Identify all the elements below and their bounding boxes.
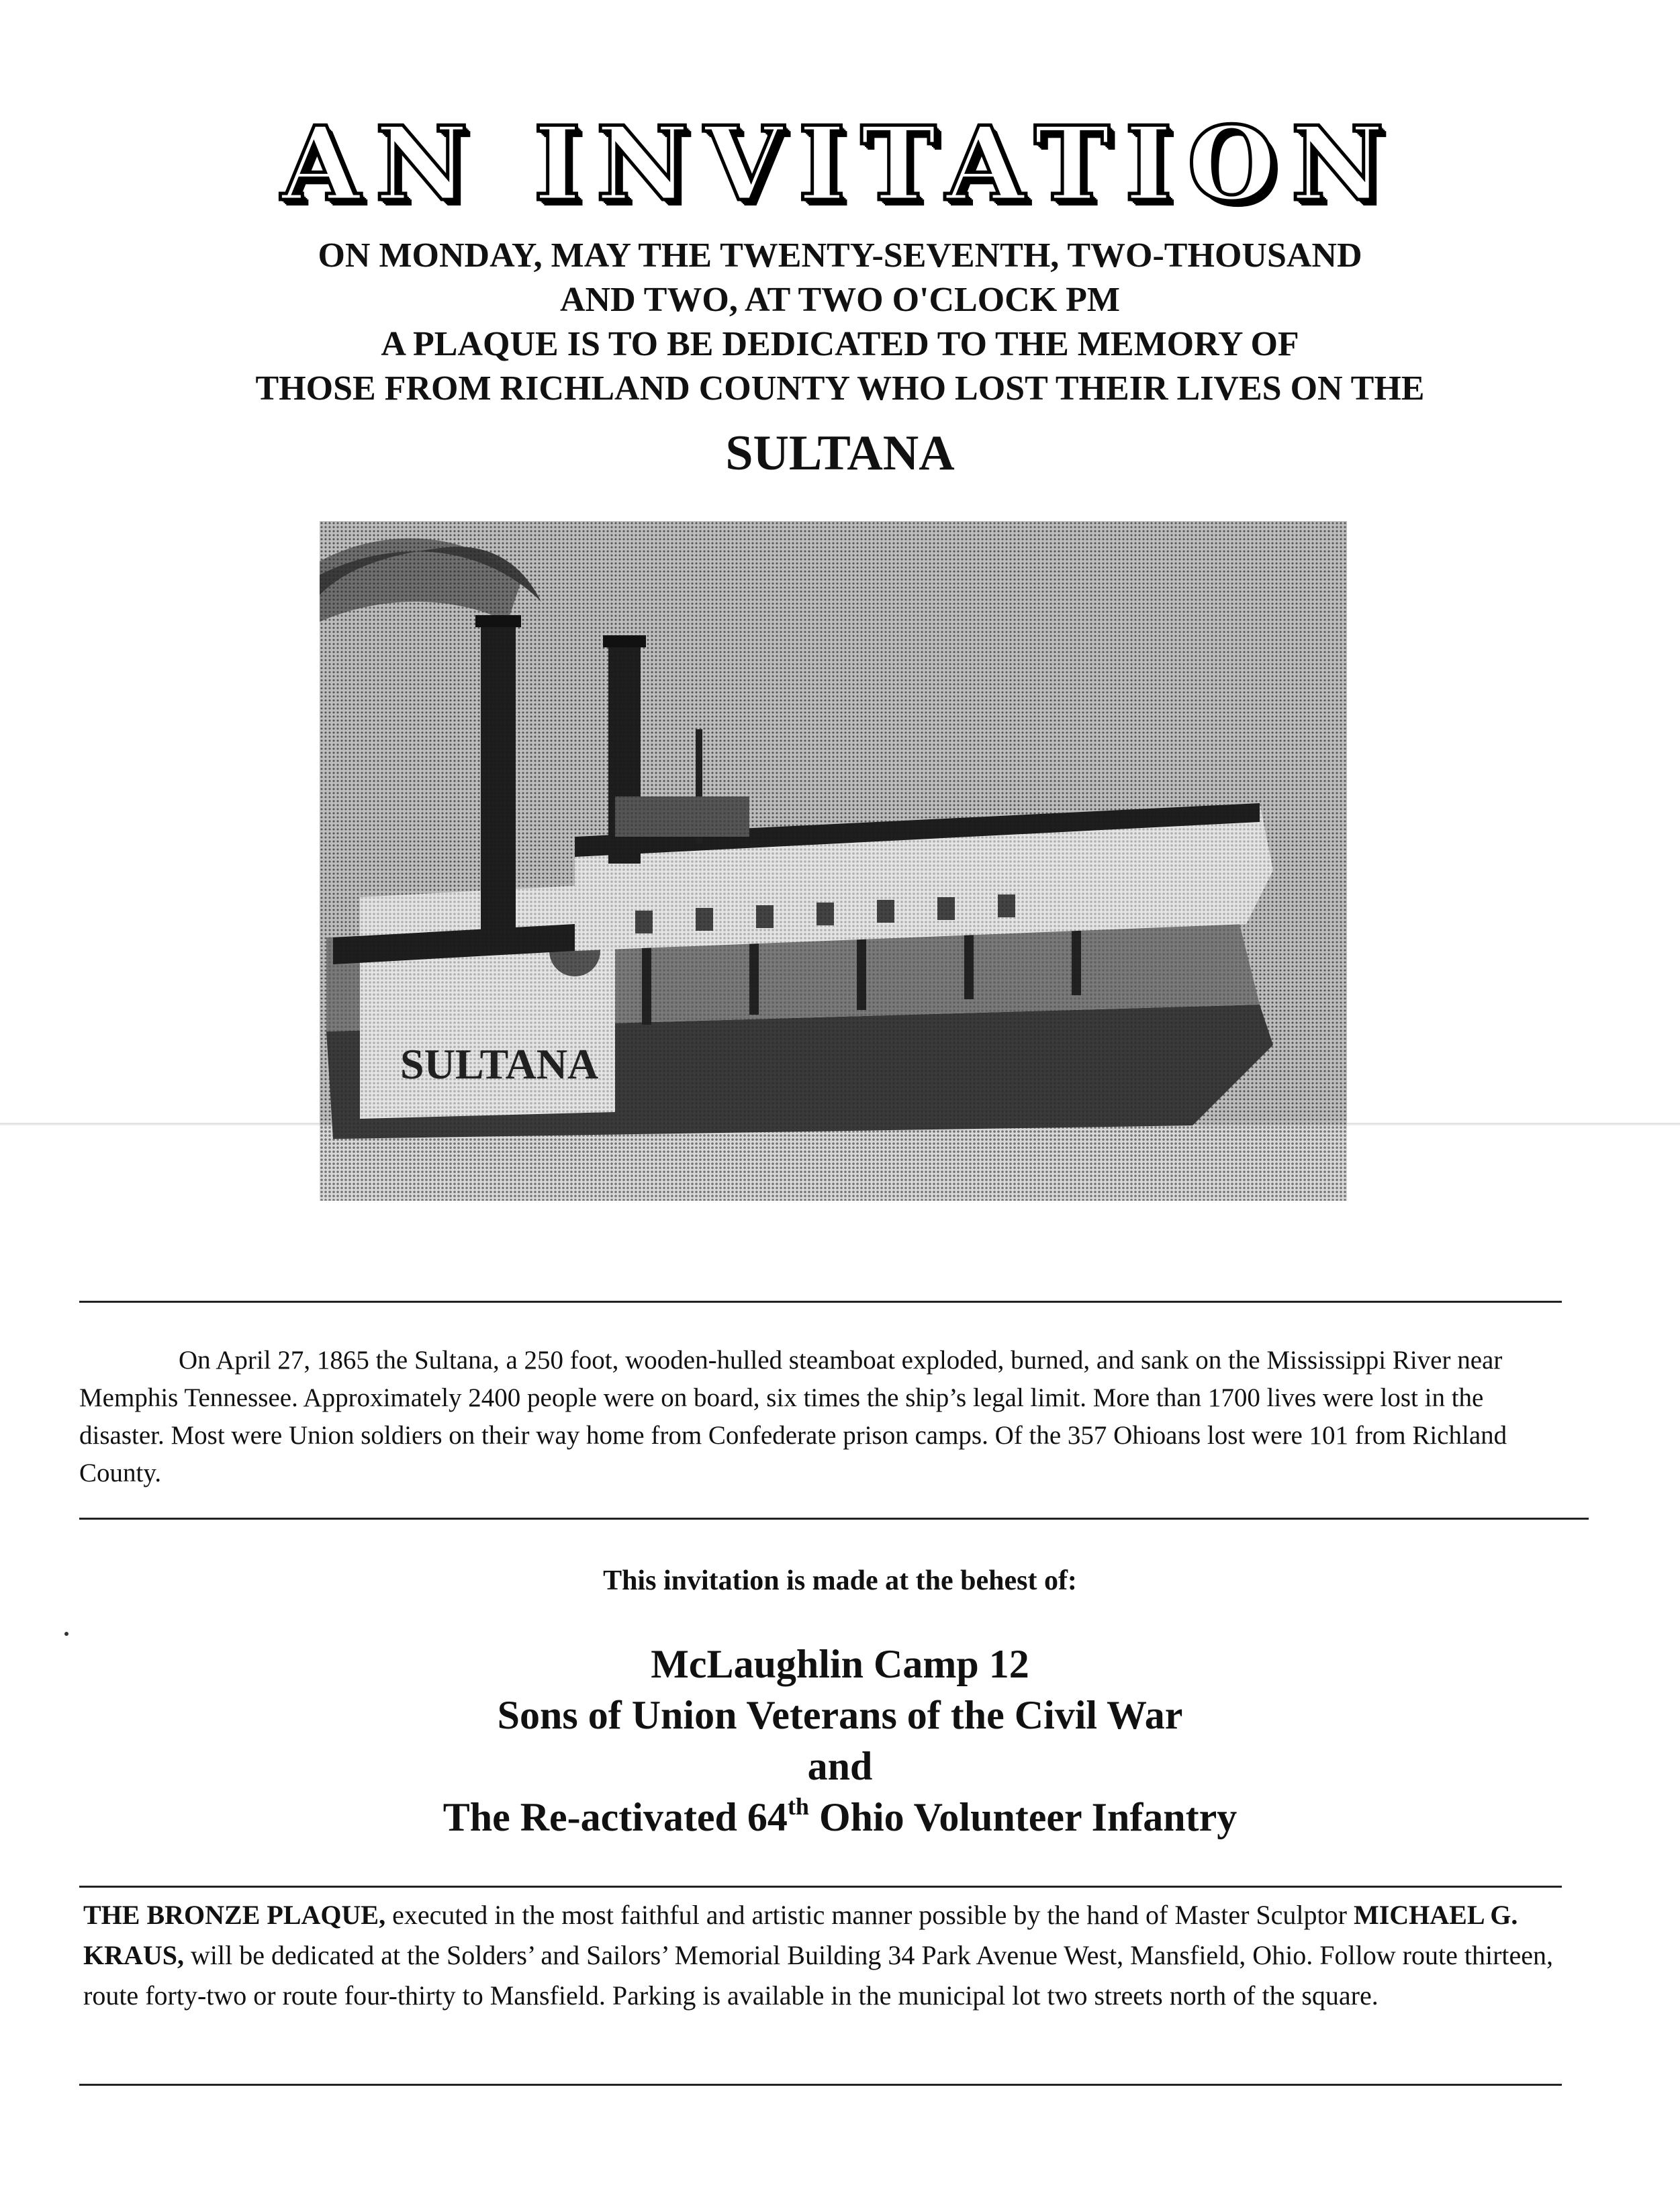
ship-name: SULTANA [725,426,955,481]
plaque-lead: THE BRONZE PLAQUE, [83,1900,386,1930]
camp-name: McLaughlin Camp 12 [651,1642,1029,1686]
margin-speck [64,1632,68,1636]
hull-lettering: SULTANA [400,1040,599,1088]
announcement-line: ON MONDAY, MAY THE TWENTY-SEVENTH, TWO-THOUSAND [318,236,1362,275]
divider-rule [79,1886,1562,1888]
sculptor-name: MICHAEL G. KRAUS, [83,1900,1518,1970]
announcement-line: AND TWO, AT TWO O'CLOCK PM [559,281,1121,319]
history-text: On April 27, 1865 the Sultana, a 250 foot, wooden-hulled steamboat exploded, burned, and sank on the Mississippi River near Memphis Tennessee. Approximately 2400 people were on board, six times the ship’s legal limit. More than 1700 lives were lost in the disaster. Most were Union soldiers on their way home from Confederate prison camps. Of the 357 Ohioans lost were 101 from Richland County. [79,1346,1507,1487]
and-word: and [807,1744,873,1788]
announcement-block [0,234,1680,411]
divider-rule [79,1301,1562,1303]
divider-rule [79,1518,1589,1520]
divider-rule [79,2084,1562,2086]
sultana-photo [320,521,1347,1201]
infantry-name [0,1792,1680,1843]
behest-line: This invitation is made at the behest of: [603,1565,1077,1596]
plaque-paragraph [83,1895,1567,2016]
plaque-text-1: executed in the most faithful and artistic manner possible by the hand of Master Sculptor [385,1900,1354,1930]
infantry-ordinal: th [787,1793,809,1820]
plaque-text-2: will be dedicated at the Solders’ and Sailors’ Memorial Building 34 Park Avenue West, Mansfield, Ohio. Follow route thirteen, route forty-two or route four-thirty to Mansfield. Parking is available in the municipal lot two streets north of the square. [83,1940,1554,2011]
infantry-prefix: The Re-activated 64 [442,1795,788,1839]
sons-name: Sons of Union Veterans of the Civil War [497,1693,1183,1737]
announcement-line: A PLAQUE IS TO BE DEDICATED TO THE MEMORY OF [381,325,1299,363]
steamboat-illustration [320,521,1347,1201]
invitation-title: AN INVITATION [281,103,1399,224]
history-paragraph [79,1342,1570,1492]
halftone-overlay [320,521,1347,1201]
announcement-line: THOSE FROM RICHLAND COUNTY WHO LOST THEIR LIVES ON THE [255,369,1425,408]
organizations-block [0,1639,1680,1843]
infantry-rest: Ohio Volunteer Infantry [808,1795,1238,1839]
